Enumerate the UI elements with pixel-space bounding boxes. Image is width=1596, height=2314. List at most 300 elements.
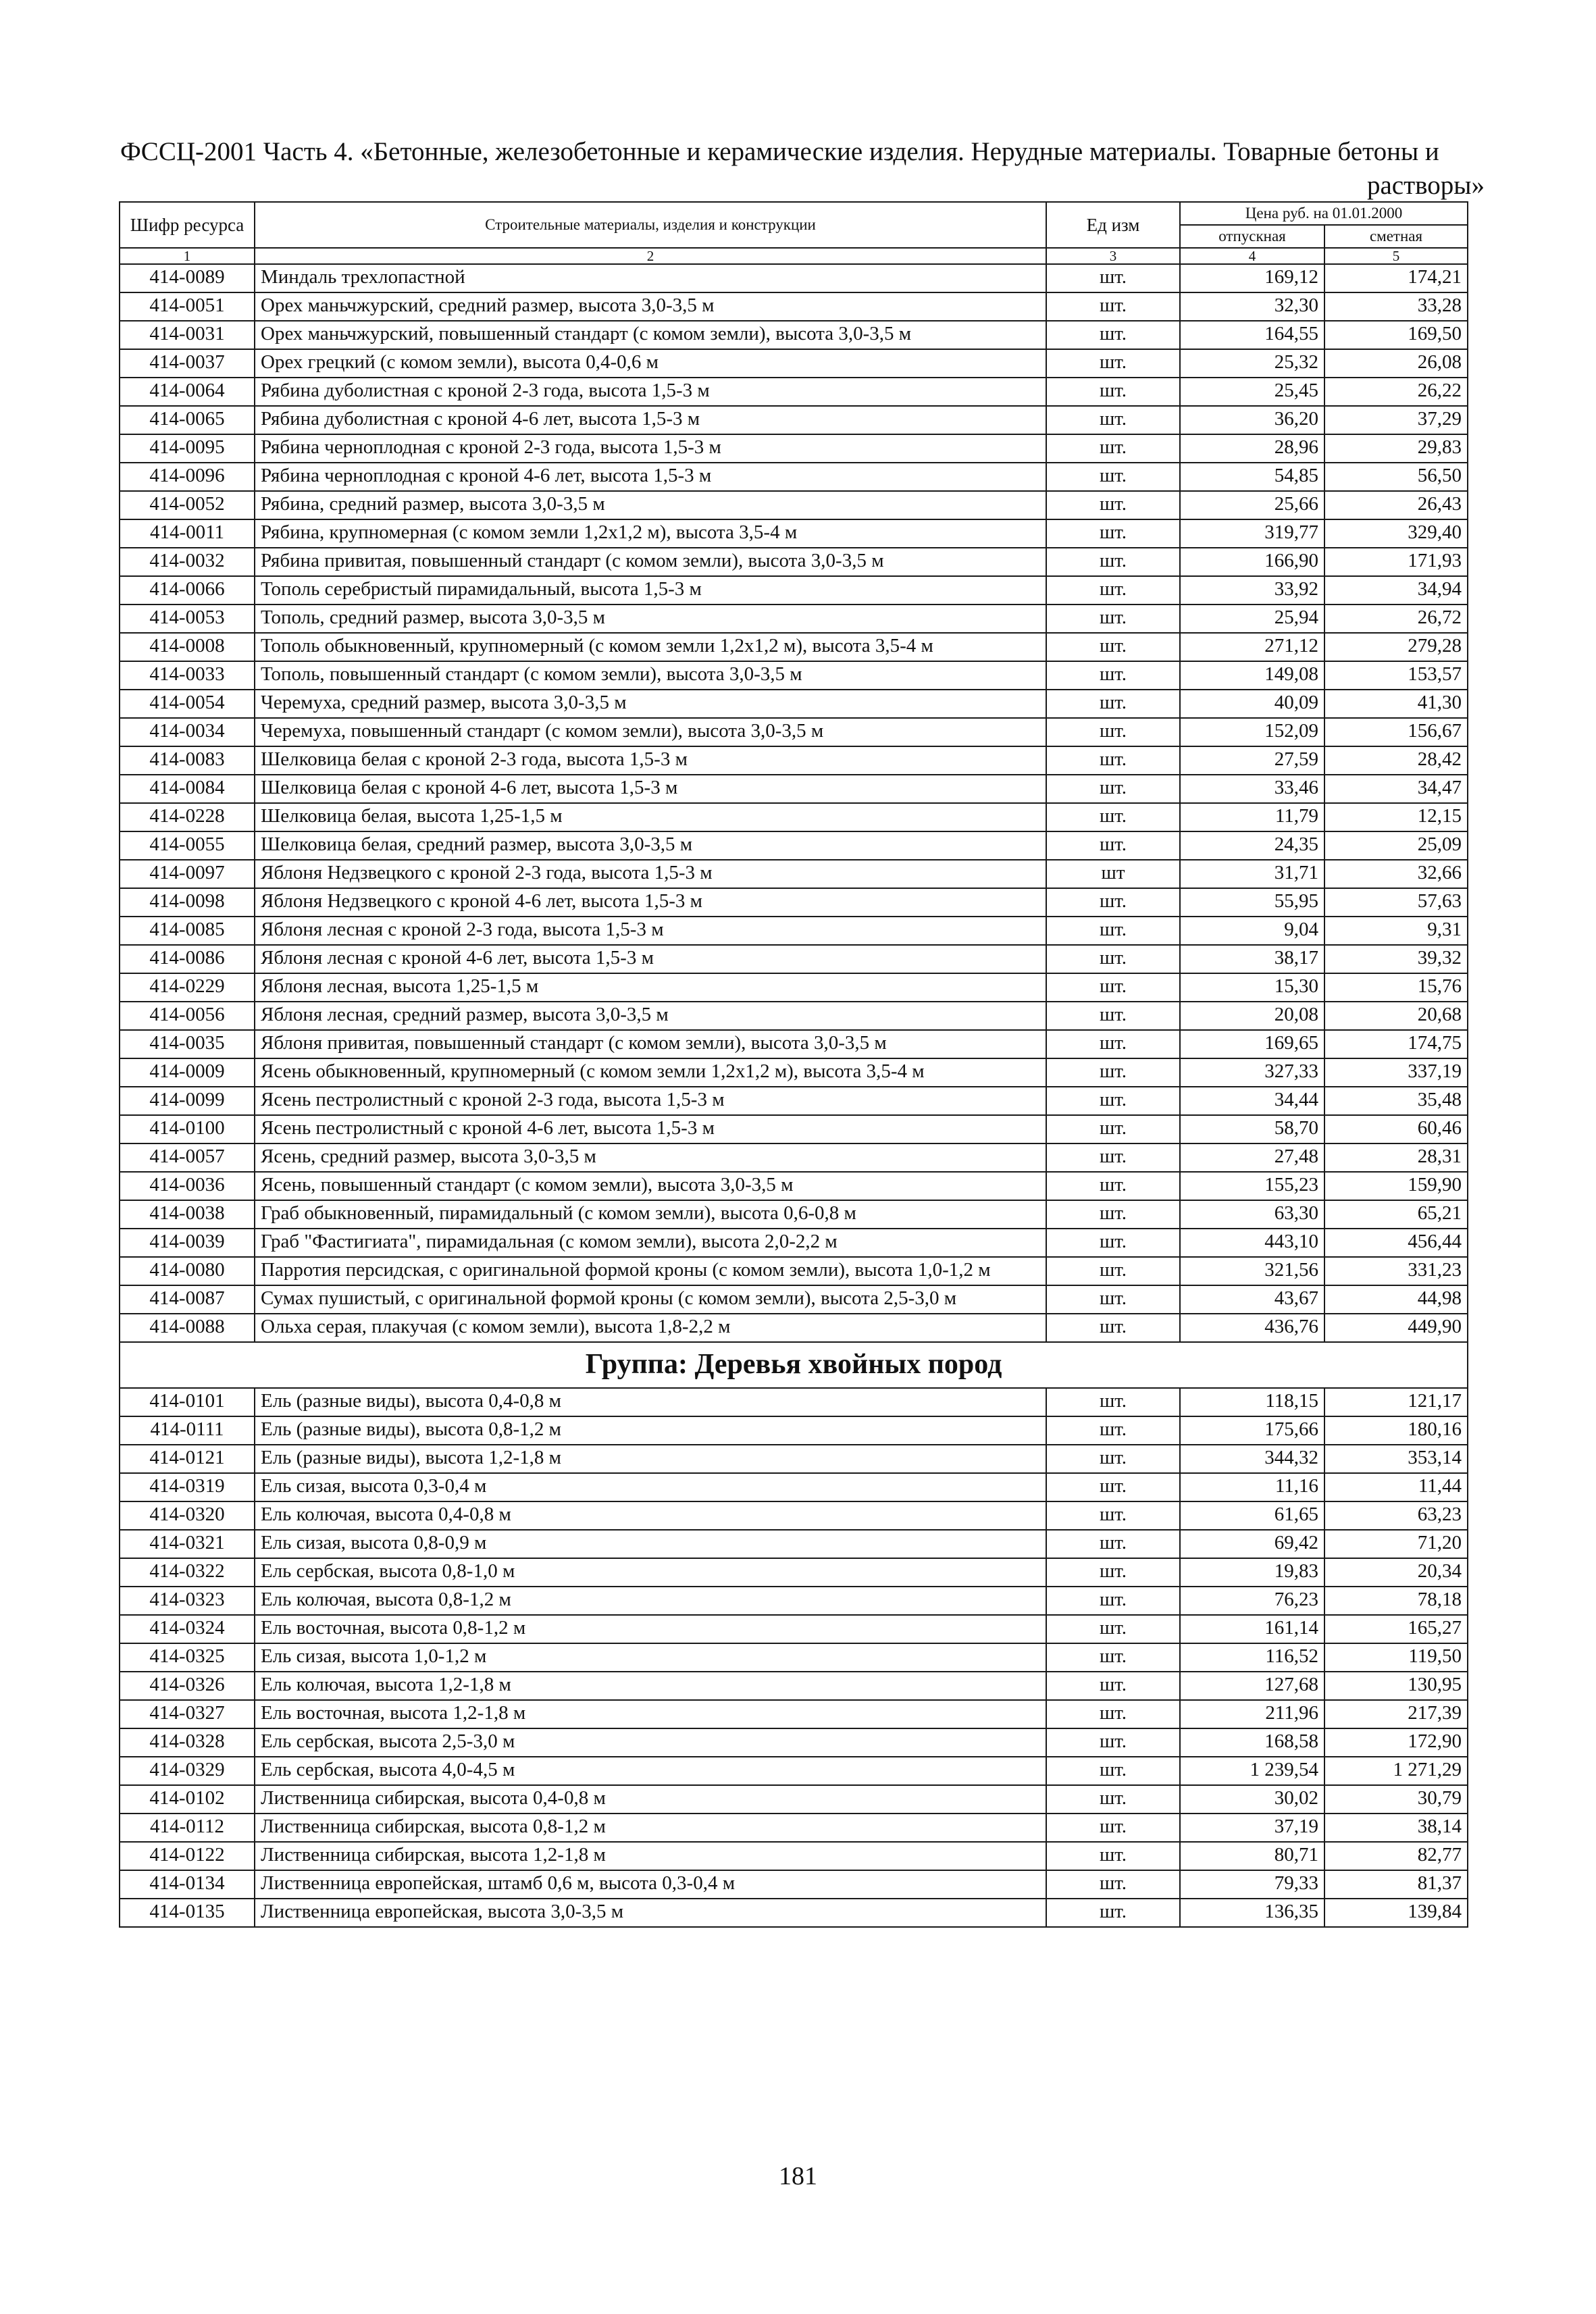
material-name-cell: Лиственница сибирская, высота 0,8-1,2 м: [255, 1814, 1046, 1842]
estimate-price-cell: 56,50: [1324, 463, 1468, 491]
material-name-cell: Ясень пестролистный с кроной 4-6 лет, высота 1,5-3 м: [255, 1115, 1046, 1143]
header-price: Цена руб. на 01.01.2000: [1180, 202, 1468, 225]
material-name-cell: Ясень обыкновенный, крупномерный (с комом земли 1,2х1,2 м), высота 3,5-4 м: [255, 1058, 1046, 1087]
column-number: 4: [1180, 248, 1324, 264]
resource-code-cell: 414-0097: [120, 860, 255, 888]
estimate-price-cell: 82,77: [1324, 1842, 1468, 1870]
release-price-cell: 32,30: [1180, 292, 1324, 321]
table-row: [120, 1087, 1468, 1115]
estimate-price-cell: 81,37: [1324, 1870, 1468, 1899]
table-row: [120, 1530, 1468, 1558]
table-row: [120, 1870, 1468, 1899]
release-price-cell: 37,19: [1180, 1814, 1324, 1842]
estimate-price-cell: 449,90: [1324, 1314, 1468, 1342]
release-price-cell: 20,08: [1180, 1002, 1324, 1030]
release-price-cell: 79,33: [1180, 1870, 1324, 1899]
table-row: [120, 718, 1468, 746]
table-row: [120, 321, 1468, 349]
release-price-cell: 443,10: [1180, 1229, 1324, 1257]
estimate-price-cell: 34,94: [1324, 576, 1468, 605]
material-name-cell: Шелковица белая с кроной 2-3 года, высота 1,5-3 м: [255, 746, 1046, 775]
estimate-price-cell: 34,47: [1324, 775, 1468, 803]
unit-cell: шт.: [1046, 1899, 1180, 1927]
unit-cell: шт.: [1046, 1314, 1180, 1342]
release-price-cell: 25,66: [1180, 491, 1324, 519]
resource-code-cell: 414-0326: [120, 1672, 255, 1700]
estimate-price-cell: 130,95: [1324, 1672, 1468, 1700]
unit-cell: шт.: [1046, 605, 1180, 633]
table-row: [120, 1615, 1468, 1643]
estimate-price-cell: 65,21: [1324, 1200, 1468, 1229]
group-title: Группа: Деревья хвойных пород: [120, 1342, 1468, 1388]
material-name-cell: Ель сербская, высота 0,8-1,0 м: [255, 1558, 1046, 1587]
release-price-cell: 31,71: [1180, 860, 1324, 888]
release-price-cell: 19,83: [1180, 1558, 1324, 1587]
material-name-cell: Ель сизая, высота 0,8-0,9 м: [255, 1530, 1046, 1558]
table-row: [120, 1143, 1468, 1172]
unit-cell: шт.: [1046, 292, 1180, 321]
material-name-cell: Ель (разные виды), высота 0,8-1,2 м: [255, 1416, 1046, 1445]
estimate-price-cell: 165,27: [1324, 1615, 1468, 1643]
material-name-cell: Рябина, крупномерная (с комом земли 1,2х1,2 м), высота 3,5-4 м: [255, 519, 1046, 548]
unit-cell: шт.: [1046, 1814, 1180, 1842]
unit-cell: шт.: [1046, 633, 1180, 661]
release-price-cell: 319,77: [1180, 519, 1324, 548]
unit-cell: шт.: [1046, 1643, 1180, 1672]
unit-cell: шт.: [1046, 1257, 1180, 1285]
release-price-cell: 211,96: [1180, 1700, 1324, 1728]
estimate-price-cell: 44,98: [1324, 1285, 1468, 1314]
table-row: [120, 1030, 1468, 1058]
release-price-cell: 11,79: [1180, 803, 1324, 831]
release-price-cell: 55,95: [1180, 888, 1324, 917]
resource-code-cell: 414-0085: [120, 917, 255, 945]
table-row: [120, 1757, 1468, 1785]
header-unit: Ед изм: [1046, 202, 1180, 248]
table-row: [120, 1814, 1468, 1842]
material-name-cell: Черемуха, повышенный стандарт (с комом земли), высота 3,0-3,5 м: [255, 718, 1046, 746]
table-row: [120, 1314, 1468, 1342]
estimate-price-cell: 32,66: [1324, 860, 1468, 888]
release-price-cell: 43,67: [1180, 1285, 1324, 1314]
estimate-price-cell: 41,30: [1324, 690, 1468, 718]
unit-cell: шт.: [1046, 775, 1180, 803]
resource-code-cell: 414-0009: [120, 1058, 255, 1087]
resource-code-cell: 414-0080: [120, 1257, 255, 1285]
unit-cell: шт: [1046, 860, 1180, 888]
table-body-deciduous: [120, 264, 1468, 1342]
resource-code-cell: 414-0324: [120, 1615, 255, 1643]
unit-cell: шт.: [1046, 1473, 1180, 1501]
release-price-cell: 149,08: [1180, 661, 1324, 690]
price-table: [119, 201, 1468, 1928]
unit-cell: шт.: [1046, 888, 1180, 917]
resource-code-cell: 414-0034: [120, 718, 255, 746]
header-name: Строительные материалы, изделия и конструкции: [255, 202, 1046, 248]
estimate-price-cell: 11,44: [1324, 1473, 1468, 1501]
unit-cell: шт.: [1046, 661, 1180, 690]
table-row: [120, 1899, 1468, 1927]
material-name-cell: Ясень пестролистный с кроной 2-3 года, высота 1,5-3 м: [255, 1087, 1046, 1115]
material-name-cell: Ель сизая, высота 1,0-1,2 м: [255, 1643, 1046, 1672]
unit-cell: шт.: [1046, 1087, 1180, 1115]
estimate-price-cell: 171,93: [1324, 548, 1468, 576]
table-row: [120, 1672, 1468, 1700]
release-price-cell: 24,35: [1180, 831, 1324, 860]
estimate-price-cell: 174,75: [1324, 1030, 1468, 1058]
resource-code-cell: 414-0095: [120, 434, 255, 463]
release-price-cell: 63,30: [1180, 1200, 1324, 1229]
resource-code-cell: 414-0035: [120, 1030, 255, 1058]
resource-code-cell: 414-0039: [120, 1229, 255, 1257]
release-price-cell: 168,58: [1180, 1728, 1324, 1757]
release-price-cell: 27,48: [1180, 1143, 1324, 1172]
release-price-cell: 271,12: [1180, 633, 1324, 661]
estimate-price-cell: 15,76: [1324, 973, 1468, 1002]
unit-cell: шт.: [1046, 1115, 1180, 1143]
material-name-cell: Миндаль трехлопастной: [255, 264, 1046, 292]
estimate-price-cell: 71,20: [1324, 1530, 1468, 1558]
estimate-price-cell: 172,90: [1324, 1728, 1468, 1757]
resource-code-cell: 414-0053: [120, 605, 255, 633]
release-price-cell: 34,44: [1180, 1087, 1324, 1115]
unit-cell: шт.: [1046, 831, 1180, 860]
unit-cell: шт.: [1046, 1757, 1180, 1785]
resource-code-cell: 414-0037: [120, 349, 255, 378]
estimate-price-cell: 12,15: [1324, 803, 1468, 831]
material-name-cell: Ель колючая, высота 0,4-0,8 м: [255, 1501, 1046, 1530]
resource-code-cell: 414-0054: [120, 690, 255, 718]
material-name-cell: Ель сербская, высота 2,5-3,0 м: [255, 1728, 1046, 1757]
release-price-cell: 1 239,54: [1180, 1757, 1324, 1785]
unit-cell: шт.: [1046, 1870, 1180, 1899]
header-estimate-price: сметная: [1324, 225, 1468, 248]
release-price-cell: 25,45: [1180, 378, 1324, 406]
material-name-cell: Рябина, средний размер, высота 3,0-3,5 м: [255, 491, 1046, 519]
material-name-cell: Лиственница сибирская, высота 1,2-1,8 м: [255, 1842, 1046, 1870]
resource-code-cell: 414-0032: [120, 548, 255, 576]
table-row: [120, 803, 1468, 831]
table-row: [120, 1388, 1468, 1416]
table-body-conifer: [120, 1388, 1468, 1927]
release-price-cell: 127,68: [1180, 1672, 1324, 1700]
release-price-cell: 166,90: [1180, 548, 1324, 576]
unit-cell: шт.: [1046, 576, 1180, 605]
material-name-cell: Орех маньчжурский, средний размер, высота 3,0-3,5 м: [255, 292, 1046, 321]
unit-cell: шт.: [1046, 1285, 1180, 1314]
material-name-cell: Ель восточная, высота 1,2-1,8 м: [255, 1700, 1046, 1728]
table-row: [120, 1587, 1468, 1615]
estimate-price-cell: 174,21: [1324, 264, 1468, 292]
resource-code-cell: 414-0319: [120, 1473, 255, 1501]
page-number: 181: [779, 2162, 817, 2190]
table-row: [120, 1002, 1468, 1030]
estimate-price-cell: 331,23: [1324, 1257, 1468, 1285]
resource-code-cell: 414-0096: [120, 463, 255, 491]
resource-code-cell: 414-0033: [120, 661, 255, 690]
estimate-price-cell: 39,32: [1324, 945, 1468, 973]
release-price-cell: 40,09: [1180, 690, 1324, 718]
release-price-cell: 175,66: [1180, 1416, 1324, 1445]
estimate-price-cell: 20,34: [1324, 1558, 1468, 1587]
unit-cell: шт.: [1046, 1587, 1180, 1615]
column-number: 5: [1324, 248, 1468, 264]
unit-cell: шт.: [1046, 917, 1180, 945]
material-name-cell: Лиственница европейская, высота 3,0-3,5 м: [255, 1899, 1046, 1927]
estimate-price-cell: 329,40: [1324, 519, 1468, 548]
estimate-price-cell: 33,28: [1324, 292, 1468, 321]
table-row: [120, 406, 1468, 434]
estimate-price-cell: 456,44: [1324, 1229, 1468, 1257]
resource-code-cell: 414-0064: [120, 378, 255, 406]
release-price-cell: 33,92: [1180, 576, 1324, 605]
estimate-price-cell: 63,23: [1324, 1501, 1468, 1530]
material-name-cell: Граб обыкновенный, пирамидальный (с комом земли), высота 0,6-0,8 м: [255, 1200, 1046, 1229]
resource-code-cell: 414-0322: [120, 1558, 255, 1587]
resource-code-cell: 414-0323: [120, 1587, 255, 1615]
estimate-price-cell: 38,14: [1324, 1814, 1468, 1842]
estimate-price-cell: 217,39: [1324, 1700, 1468, 1728]
unit-cell: шт.: [1046, 1416, 1180, 1445]
table-row: [120, 264, 1468, 292]
estimate-price-cell: 156,67: [1324, 718, 1468, 746]
estimate-price-cell: 153,57: [1324, 661, 1468, 690]
estimate-price-cell: 353,14: [1324, 1445, 1468, 1473]
estimate-price-cell: 337,19: [1324, 1058, 1468, 1087]
material-name-cell: Черемуха, средний размер, высота 3,0-3,5 м: [255, 690, 1046, 718]
estimate-price-cell: 30,79: [1324, 1785, 1468, 1814]
resource-code-cell: 414-0329: [120, 1757, 255, 1785]
release-price-cell: 9,04: [1180, 917, 1324, 945]
table-row: [120, 1785, 1468, 1814]
material-name-cell: Яблоня лесная, средний размер, высота 3,0-3,5 м: [255, 1002, 1046, 1030]
release-price-cell: 118,15: [1180, 1388, 1324, 1416]
resource-code-cell: 414-0321: [120, 1530, 255, 1558]
table-row: [120, 1700, 1468, 1728]
material-name-cell: Яблоня Недзвецкого с кроной 2-3 года, высота 1,5-3 м: [255, 860, 1046, 888]
release-price-cell: 11,16: [1180, 1473, 1324, 1501]
unit-cell: шт.: [1046, 406, 1180, 434]
resource-code-cell: 414-0031: [120, 321, 255, 349]
material-name-cell: Ясень, средний размер, высота 3,0-3,5 м: [255, 1143, 1046, 1172]
table-row: [120, 1229, 1468, 1257]
estimate-price-cell: 9,31: [1324, 917, 1468, 945]
table-row: [120, 1200, 1468, 1229]
table-row: [120, 605, 1468, 633]
table-row: [120, 661, 1468, 690]
material-name-cell: Парротия персидская, с оригинальной формой кроны (с комом земли), высота 1,0-1,2 м: [255, 1257, 1046, 1285]
resource-code-cell: 414-0134: [120, 1870, 255, 1899]
release-price-cell: 28,96: [1180, 434, 1324, 463]
table-row: [120, 1115, 1468, 1143]
release-price-cell: 164,55: [1180, 321, 1324, 349]
unit-cell: шт.: [1046, 434, 1180, 463]
estimate-price-cell: 279,28: [1324, 633, 1468, 661]
header-release-price: отпускная: [1180, 225, 1324, 248]
material-name-cell: Шелковица белая, высота 1,25-1,5 м: [255, 803, 1046, 831]
release-price-cell: 169,65: [1180, 1030, 1324, 1058]
estimate-price-cell: 25,09: [1324, 831, 1468, 860]
material-name-cell: Ель сизая, высота 0,3-0,4 м: [255, 1473, 1046, 1501]
estimate-price-cell: 28,42: [1324, 746, 1468, 775]
table-row: [120, 378, 1468, 406]
table-row: [120, 1416, 1468, 1445]
resource-code-cell: 414-0100: [120, 1115, 255, 1143]
release-price-cell: 15,30: [1180, 973, 1324, 1002]
table-row: [120, 690, 1468, 718]
unit-cell: шт.: [1046, 548, 1180, 576]
release-price-cell: 30,02: [1180, 1785, 1324, 1814]
resource-code-cell: 414-0066: [120, 576, 255, 605]
material-name-cell: Рябина дуболистная с кроной 2-3 года, высота 1,5-3 м: [255, 378, 1046, 406]
release-price-cell: 169,12: [1180, 264, 1324, 292]
header-line-2: растворы»: [1366, 171, 1485, 200]
estimate-price-cell: 78,18: [1324, 1587, 1468, 1615]
material-name-cell: Яблоня лесная, высота 1,25-1,5 м: [255, 973, 1046, 1002]
estimate-price-cell: 26,08: [1324, 349, 1468, 378]
resource-code-cell: 414-0325: [120, 1643, 255, 1672]
table-row: [120, 1172, 1468, 1200]
unit-cell: шт.: [1046, 463, 1180, 491]
estimate-price-cell: 60,46: [1324, 1115, 1468, 1143]
unit-cell: шт.: [1046, 945, 1180, 973]
release-price-cell: 58,70: [1180, 1115, 1324, 1143]
table-row: [120, 1842, 1468, 1870]
unit-cell: шт.: [1046, 1728, 1180, 1757]
table-row: [120, 888, 1468, 917]
material-name-cell: Шелковица белая с кроной 4-6 лет, высота 1,5-3 м: [255, 775, 1046, 803]
release-price-cell: 436,76: [1180, 1314, 1324, 1342]
release-price-cell: 344,32: [1180, 1445, 1324, 1473]
material-name-cell: Яблоня привитая, повышенный стандарт (с комом земли), высота 3,0-3,5 м: [255, 1030, 1046, 1058]
resource-code-cell: 414-0088: [120, 1314, 255, 1342]
material-name-cell: Ель сербская, высота 4,0-4,5 м: [255, 1757, 1046, 1785]
resource-code-cell: 414-0065: [120, 406, 255, 434]
material-name-cell: Тополь серебристый пирамидальный, высота 1,5-3 м: [255, 576, 1046, 605]
resource-code-cell: 414-0036: [120, 1172, 255, 1200]
table-row: [120, 917, 1468, 945]
column-number: 2: [255, 248, 1046, 264]
resource-code-cell: 414-0011: [120, 519, 255, 548]
table-row: [120, 973, 1468, 1002]
estimate-price-cell: 26,43: [1324, 491, 1468, 519]
unit-cell: шт.: [1046, 1143, 1180, 1172]
release-price-cell: 25,32: [1180, 349, 1324, 378]
resource-code-cell: 414-0052: [120, 491, 255, 519]
resource-code-cell: 414-0112: [120, 1814, 255, 1842]
material-name-cell: Орех маньчжурский, повышенный стандарт (с комом земли), высота 3,0-3,5 м: [255, 321, 1046, 349]
unit-cell: шт.: [1046, 1700, 1180, 1728]
unit-cell: шт.: [1046, 1229, 1180, 1257]
table-row: [120, 945, 1468, 973]
release-price-cell: 27,59: [1180, 746, 1324, 775]
resource-code-cell: 414-0089: [120, 264, 255, 292]
unit-cell: шт.: [1046, 1842, 1180, 1870]
release-price-cell: 25,94: [1180, 605, 1324, 633]
resource-code-cell: 414-0102: [120, 1785, 255, 1814]
estimate-price-cell: 29,83: [1324, 434, 1468, 463]
resource-code-cell: 414-0055: [120, 831, 255, 860]
unit-cell: шт.: [1046, 349, 1180, 378]
table-row: [120, 860, 1468, 888]
table-row: [120, 831, 1468, 860]
table-row: [120, 491, 1468, 519]
release-price-cell: 54,85: [1180, 463, 1324, 491]
estimate-price-cell: 119,50: [1324, 1643, 1468, 1672]
table-row: [120, 292, 1468, 321]
resource-code-cell: 414-0328: [120, 1728, 255, 1757]
estimate-price-cell: 26,72: [1324, 605, 1468, 633]
estimate-price-cell: 57,63: [1324, 888, 1468, 917]
material-name-cell: Тополь, повышенный стандарт (с комом земли), высота 3,0-3,5 м: [255, 661, 1046, 690]
table-row: [120, 1501, 1468, 1530]
material-name-cell: Орех грецкий (с комом земли), высота 0,4-0,6 м: [255, 349, 1046, 378]
unit-cell: шт.: [1046, 1501, 1180, 1530]
table-row: [120, 349, 1468, 378]
unit-cell: шт.: [1046, 1672, 1180, 1700]
material-name-cell: Рябина дуболистная с кроной 4-6 лет, высота 1,5-3 м: [255, 406, 1046, 434]
resource-code-cell: 414-0122: [120, 1842, 255, 1870]
unit-cell: шт.: [1046, 973, 1180, 1002]
release-price-cell: 152,09: [1180, 718, 1324, 746]
column-number-row: [120, 248, 1468, 264]
release-price-cell: 155,23: [1180, 1172, 1324, 1200]
unit-cell: шт.: [1046, 1445, 1180, 1473]
resource-code-cell: 414-0228: [120, 803, 255, 831]
table-row: [120, 576, 1468, 605]
resource-code-cell: 414-0038: [120, 1200, 255, 1229]
material-name-cell: Ель колючая, высота 1,2-1,8 м: [255, 1672, 1046, 1700]
resource-code-cell: 414-0086: [120, 945, 255, 973]
release-price-cell: 321,56: [1180, 1257, 1324, 1285]
estimate-price-cell: 139,84: [1324, 1899, 1468, 1927]
table-row: [120, 548, 1468, 576]
table-row: [120, 1058, 1468, 1087]
estimate-price-cell: 169,50: [1324, 321, 1468, 349]
release-price-cell: 327,33: [1180, 1058, 1324, 1087]
resource-code-cell: 414-0084: [120, 775, 255, 803]
unit-cell: шт.: [1046, 1530, 1180, 1558]
release-price-cell: 116,52: [1180, 1643, 1324, 1672]
header-code: Шифр ресурса: [120, 202, 255, 248]
estimate-price-cell: 35,48: [1324, 1087, 1468, 1115]
estimate-price-cell: 20,68: [1324, 1002, 1468, 1030]
estimate-price-cell: 37,29: [1324, 406, 1468, 434]
unit-cell: шт.: [1046, 803, 1180, 831]
material-name-cell: Шелковица белая, средний размер, высота 3,0-3,5 м: [255, 831, 1046, 860]
table-row: [120, 1445, 1468, 1473]
estimate-price-cell: 121,17: [1324, 1388, 1468, 1416]
unit-cell: шт.: [1046, 690, 1180, 718]
material-name-cell: Тополь обыкновенный, крупномерный (с комом земли 1,2х1,2 м), высота 3,5-4 м: [255, 633, 1046, 661]
unit-cell: шт.: [1046, 1172, 1180, 1200]
table-row: [120, 775, 1468, 803]
unit-cell: шт.: [1046, 264, 1180, 292]
material-name-cell: Рябина черноплодная с кроной 4-6 лет, высота 1,5-3 м: [255, 463, 1046, 491]
table-row: [120, 1473, 1468, 1501]
resource-code-cell: 414-0056: [120, 1002, 255, 1030]
material-name-cell: Ель (разные виды), высота 1,2-1,8 м: [255, 1445, 1046, 1473]
unit-cell: шт.: [1046, 1200, 1180, 1229]
material-name-cell: Рябина черноплодная с кроной 2-3 года, высота 1,5-3 м: [255, 434, 1046, 463]
material-name-cell: Сумах пушистый, с оригинальной формой кроны (с комом земли), высота 2,5-3,0 м: [255, 1285, 1046, 1314]
material-name-cell: Лиственница сибирская, высота 0,4-0,8 м: [255, 1785, 1046, 1814]
unit-cell: шт.: [1046, 1615, 1180, 1643]
material-name-cell: Граб "Фастигиата", пирамидальная (с комом земли), высота 2,0-2,2 м: [255, 1229, 1046, 1257]
estimate-price-cell: 180,16: [1324, 1416, 1468, 1445]
unit-cell: шт.: [1046, 718, 1180, 746]
table-row: [120, 519, 1468, 548]
